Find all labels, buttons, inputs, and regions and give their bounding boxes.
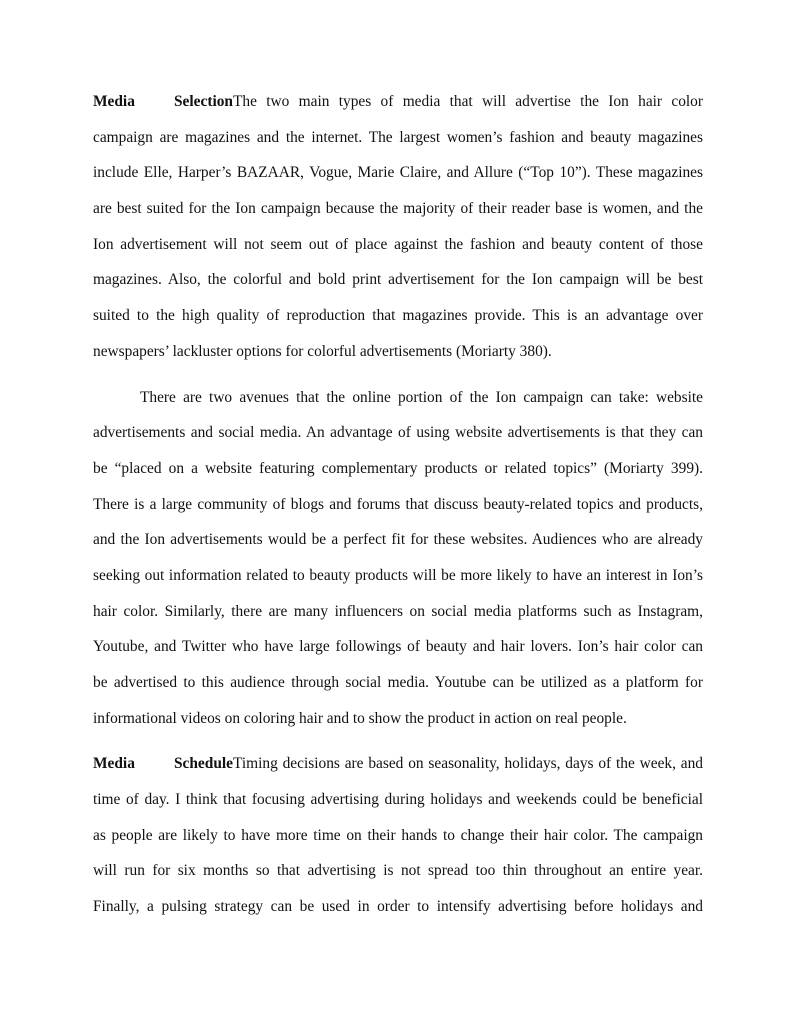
document-page (93, 84, 703, 925)
paragraph-line (93, 380, 703, 416)
paragraph-line: be advertised to this audience through social media. Youtube can be utilized as a platform for (93, 674, 703, 691)
paragraph-line: include Elle, Harper’s BAZAAR, Vogue, Marie Claire, and Allure (“Top 10”). These magazines (93, 164, 703, 182)
paragraph-line: Youtube, and Twitter who have large followings of beauty and hair lovers. Ion’s hair color can (93, 638, 703, 656)
body-text: Timing decisions are based on seasonality, holidays, days of the week, and (233, 755, 703, 773)
body-text: There are two avenues that the online portion of the Ion campaign can take: website (140, 388, 703, 406)
paragraph-line: Finally, a pulsing strategy can be used in order to intensify advertising before holidays and (93, 898, 703, 916)
paragraph-line: and the Ion advertisements would be a perfect fit for these websites. Audiences who are already (93, 531, 703, 549)
media-selection-heading: Media Selection (93, 93, 233, 110)
paragraph-line: time of day. I think that focusing advertising during holidays and weekends could be beneficial (93, 791, 703, 809)
body-text: The two main types of media that will advertise the Ion hair color (233, 93, 703, 110)
paragraph-line: are best suited for the Ion campaign because the majority of their reader base is women, and the (93, 200, 703, 218)
paragraph-line: magazines. Also, the colorful and bold print advertisement for the Ion campaign will be best (93, 271, 703, 289)
paragraph-line: newspapers’ lackluster options for colorful advertisements (Moriarty 380). (93, 342, 552, 360)
paragraph-line: will run for six months so that advertising is not spread too thin throughout an entire year. (93, 862, 703, 880)
paragraph-line (93, 84, 703, 120)
paragraph-line: seeking out information related to beauty products will be more likely to have an interest in Ion’s (93, 566, 703, 584)
paragraph-line: as people are likely to have more time on their hands to change their hair color. The campaign (93, 826, 703, 844)
paragraph-line: advertisements and social media. An advantage of using website advertisements is that they can (93, 424, 703, 442)
paragraph-line: suited to the high quality of reproduction that magazines provide. This is an advantage over (93, 307, 703, 325)
paragraph-line (93, 746, 703, 782)
paragraph-line: hair color. Similarly, there are many influencers on social media platforms such as Instagram, (93, 602, 703, 620)
media-schedule-heading: Media Schedule (93, 755, 233, 773)
paragraph-line: There is a large community of blogs and forums that discuss beauty-related topics and products, (93, 495, 703, 513)
paragraph-line: informational videos on coloring hair and to show the product in action on real people. (93, 709, 627, 727)
paragraph-line: campaign are magazines and the internet. The largest women’s fashion and beauty magazines (93, 128, 703, 146)
paragraph-line: Ion advertisement will not seem out of place against the fashion and beauty content of those (93, 235, 703, 253)
paragraph-line: be “placed on a website featuring complementary products or related topics” (Moriarty 399). (93, 459, 703, 477)
